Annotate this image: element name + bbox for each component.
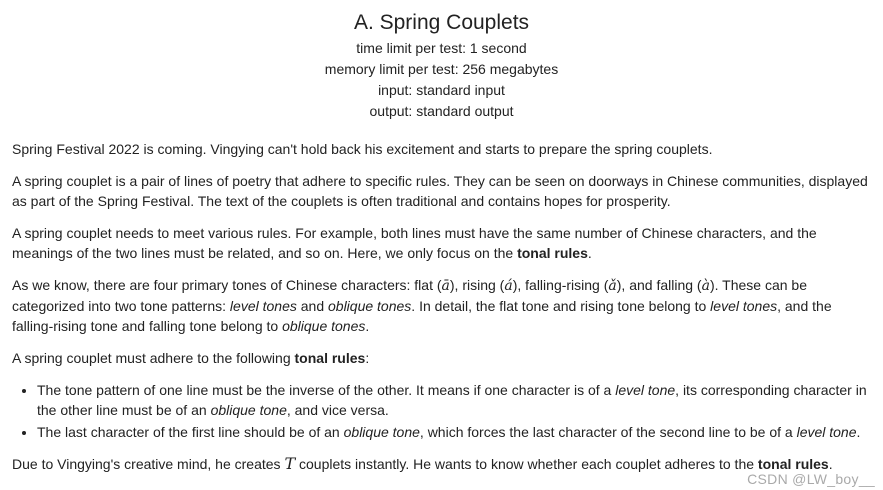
text-segment: couplets instantly. He wants to know whether each couplet adheres to the [295,456,758,472]
text-segment: Due to Vingying's creative mind, he creates [12,456,285,472]
text-segment: , which forces the last character of the second line to be of a [419,424,797,440]
paragraph-text: Spring Festival 2022 is coming. Vingying can't hold back his excitement and starts to prepare the spring couplets. [12,141,713,157]
text-segment: : [365,350,370,366]
time-limit: time limit per test: 1 second [356,40,527,56]
paragraph-text: A spring couplet is a pair of lines of poetry that adhere to specific rules. They can be seen on doorways in Chinese communities, displayed as part of the Spring Festival. The text of the couplets is often traditional and contains hopes for prosperity. [12,173,868,209]
paragraph-intro [12,139,871,159]
problem-header [0,0,883,122]
text-segment: ), falling-rising ( [512,277,609,293]
bold-term: tonal rules [294,350,366,366]
italic-term: oblique tones [328,298,412,314]
problem-title: A. Spring Couplets [353,11,530,34]
math-falling-tone: à [701,278,710,294]
math-falling-rising-tone: ǎ [608,278,617,294]
math-flat-tone: ā [441,278,450,294]
paragraph-task [12,454,871,474]
paragraph-tonal-rules [12,348,871,368]
problem-statement [12,139,871,486]
csdn-watermark: CSDN @LW_boy__ [747,471,875,487]
list-item [37,422,871,442]
paragraph-definition [12,171,871,211]
list-item [37,380,871,420]
text-segment: . [587,245,592,261]
paragraph-rules [12,223,871,263]
text-segment: . In detail, the flat tone and rising tone belong to [411,298,711,314]
memory-limit: memory limit per test: 256 megabytes [324,61,559,77]
italic-term: oblique tones [282,318,366,334]
text-segment: , and the falling-rising tone and falling tone belong to [12,298,832,334]
output-spec: output: standard output [369,103,514,119]
text-segment: A spring couplet needs to meet various rules. For example, both lines must have the same number of Chinese characters, and the meanings of the two lines must be related, and so on. Here, we only focus on the [12,225,817,261]
italic-term: level tones [710,298,778,314]
text-segment: , its corresponding character in the other line must be of an [37,382,867,418]
text-segment: The tone pattern of one line must be the inverse of the other. It means if one character is of a [37,382,616,398]
input-spec: input: standard input [378,82,505,98]
italic-term: level tone [796,424,857,440]
text-segment: As we know, there are four primary tones of Chinese characters: flat ( [12,277,442,293]
bold-term: tonal rules [517,245,588,261]
italic-term: level tones [229,298,297,314]
rules-list [12,380,871,442]
text-segment: . [365,318,370,334]
italic-term: oblique tone [210,402,287,418]
math-rising-tone: á [504,278,513,294]
text-segment: ), rising ( [449,277,505,293]
bold-term: tonal rules [757,456,829,472]
italic-term: level tone [615,382,676,398]
text-segment: The last character of the first line should be of an [37,424,344,440]
text-segment: ). These can be categorized into two tone patterns: [12,277,807,314]
paragraph-tones [12,275,871,336]
math-variable-T: T [284,454,296,473]
text-segment: A spring couplet must adhere to the following [12,350,295,366]
text-segment: . [856,424,861,440]
italic-term: oblique tone [343,424,420,440]
text-segment: ), and falling ( [616,277,702,293]
text-segment: , and vice versa. [286,402,389,418]
text-segment: and [296,298,328,314]
text-segment: . [828,456,833,472]
